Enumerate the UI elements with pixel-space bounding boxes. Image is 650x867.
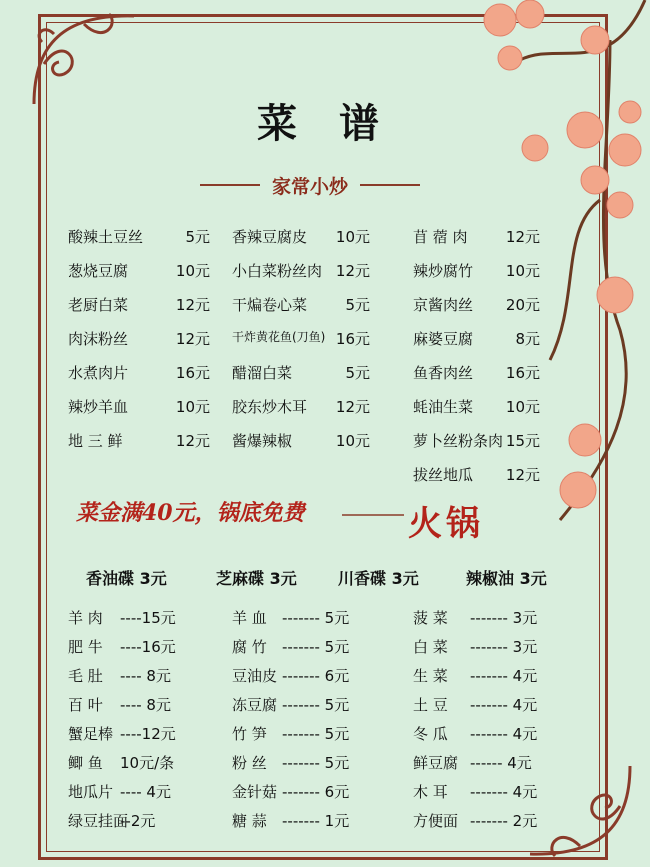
stirfry-item-name: 地 三 鲜 [68, 432, 123, 450]
stirfry-item-name: 胶东炒木耳 [232, 398, 308, 416]
hotpot-item-price: ------- 4元 [470, 725, 538, 743]
hotpot-item-price: ------ 4元 [470, 754, 532, 772]
hotpot-item-price: ---- 4元 [120, 783, 171, 801]
stirfry-item-price: 5元 [345, 364, 370, 382]
hotpot-item-price: ------- 5元 [282, 638, 350, 656]
hotpot-item-price: ----12元 [120, 725, 176, 743]
stirfry-item-name: 蚝油生菜 [413, 398, 474, 416]
stirfry-item-price: 5元 [345, 296, 370, 314]
stirfry-item-name: 麻婆豆腐 [413, 330, 474, 348]
hotpot-item-price: ---- 8元 [120, 696, 171, 714]
hotpot-item-name: 金针菇 [232, 783, 278, 801]
stirfry-item-price: 12元 [175, 330, 210, 348]
promo-text: 菜金满40元，锅底免费 [76, 500, 305, 526]
stirfry-item-price: 12元 [335, 262, 370, 280]
stirfry-item-price: 20元 [505, 296, 540, 314]
stirfry-item-price: 12元 [335, 398, 370, 416]
hotpot-item-price: --2元 [120, 812, 156, 830]
hotpot-item-price: ------- 2元 [470, 812, 538, 830]
stirfry-item-price: 16元 [335, 330, 370, 348]
hotpot-item-price: ----15元 [120, 609, 176, 627]
hotpot-item-name: 糖 蒜 [232, 812, 267, 830]
hotpot-item-price: ----16元 [120, 638, 176, 656]
stirfry-item-price: 15元 [505, 432, 540, 450]
section-stirfry-title [200, 172, 420, 199]
stirfry-item-name: 京酱肉丝 [413, 296, 474, 314]
stirfry-item-price: 10元 [505, 262, 540, 280]
stirfry-item-price: 10元 [335, 432, 370, 450]
stirfry-item-name: 拔丝地瓜 [413, 466, 474, 484]
hotpot-item-name: 毛 肚 [68, 667, 103, 685]
stirfry-item-price: 10元 [175, 262, 210, 280]
stirfry-item-price: 16元 [505, 364, 540, 382]
sauce-item: 芝麻碟 3元 [216, 569, 297, 588]
hotpot-item-name: 鲫 鱼 [68, 754, 103, 772]
stirfry-item-price: 10元 [175, 398, 210, 416]
stirfry-item-price: 5元 [185, 228, 210, 246]
stirfry-item-price: 12元 [505, 466, 540, 484]
stirfry-item-name: 苜 蓿 肉 [413, 228, 468, 246]
hotpot-item-price: ---- 8元 [120, 667, 171, 685]
hotpot-item-price: ------- 3元 [470, 609, 538, 627]
sauce-item: 香油碟 3元 [86, 569, 167, 588]
hotpot-item-price: 10元/条 [120, 754, 175, 772]
hotpot-item-name: 生 菜 [413, 667, 448, 685]
stirfry-item-name: 小白菜粉丝肉 [232, 262, 323, 280]
hotpot-item-name: 肥 牛 [68, 638, 103, 656]
stirfry-item-price: 12元 [505, 228, 540, 246]
hotpot-item-price: ------- 6元 [282, 667, 350, 685]
hotpot-item-name: 绿豆挂面 [68, 812, 129, 830]
hotpot-item-price: ------- 4元 [470, 667, 538, 685]
hotpot-item-price: ------- 4元 [470, 783, 538, 801]
stirfry-item-name: 老厨白菜 [68, 296, 129, 314]
stirfry-item-price: 8元 [515, 330, 540, 348]
stirfry-item-price: 10元 [335, 228, 370, 246]
hotpot-item-name: 百 叶 [68, 696, 103, 714]
stirfry-item-price: 12元 [175, 432, 210, 450]
hotpot-item-name: 羊 血 [232, 609, 267, 627]
sauce-item: 辣椒油 3元 [466, 569, 547, 588]
hotpot-item-name: 豆油皮 [232, 667, 278, 685]
stirfry-item-name: 葱烧豆腐 [68, 262, 129, 280]
hotpot-item-name: 地瓜片 [68, 783, 114, 801]
hotpot-item-name: 粉 丝 [232, 754, 267, 772]
stirfry-item-name: 酸辣土豆丝 [68, 228, 144, 246]
hotpot-item-price: ------- 5元 [282, 609, 350, 627]
stirfry-item-price: 16元 [175, 364, 210, 382]
stirfry-item-price: 12元 [175, 296, 210, 314]
stirfry-item-name: 水煮肉片 [68, 364, 129, 382]
hotpot-item-price: ------- 3元 [470, 638, 538, 656]
section-stirfry-label: 家常小炒 [271, 176, 348, 198]
hotpot-item-name: 土 豆 [413, 696, 448, 714]
bottom-right-ornament [520, 756, 640, 866]
hotpot-item-name: 方便面 [413, 812, 459, 830]
hotpot-item-price: ------- 5元 [282, 725, 350, 743]
hotpot-item-name: 菠 菜 [413, 609, 448, 627]
hotpot-item-name: 竹 笋 [232, 725, 267, 743]
hotpot-item-price: ------- 4元 [470, 696, 538, 714]
hotpot-item-price: ------- 6元 [282, 783, 350, 801]
hotpot-item-price: ------- 5元 [282, 754, 350, 772]
stirfry-item-name: 香辣豆腐皮 [232, 228, 308, 246]
hotpot-title: 火锅 [408, 504, 484, 544]
promo-divider [342, 512, 404, 518]
hotpot-item-name: 白 菜 [413, 638, 448, 656]
stirfry-item-name: 酱爆辣椒 [232, 432, 293, 450]
stirfry-item-name: 干煸卷心菜 [232, 296, 308, 314]
hotpot-item-price: ------- 1元 [282, 812, 350, 830]
stirfry-item-name: 干炸黄花鱼(刀鱼) [232, 330, 326, 344]
hotpot-item-name: 木 耳 [413, 783, 448, 801]
stirfry-item-name: 辣炒腐竹 [413, 262, 474, 280]
menu-title: 菜 谱 [257, 100, 393, 147]
stirfry-item-price: 10元 [505, 398, 540, 416]
stirfry-item-name: 鱼香肉丝 [413, 364, 474, 382]
stirfry-item-name: 萝卜丝粉条肉 [413, 432, 504, 450]
hotpot-item-name: 冻豆腐 [232, 696, 278, 714]
hotpot-item-name: 鲜豆腐 [413, 754, 459, 772]
hotpot-item-name: 腐 竹 [232, 638, 267, 656]
stirfry-item-name: 醋溜白菜 [232, 364, 293, 382]
hotpot-item-price: ------- 5元 [282, 696, 350, 714]
hotpot-item-name: 羊 肉 [68, 609, 103, 627]
hotpot-item-name: 冬 瓜 [413, 725, 448, 743]
hotpot-item-name: 蟹足棒 [68, 725, 114, 743]
sauce-item: 川香碟 3元 [338, 569, 419, 588]
stirfry-item-name: 辣炒羊血 [68, 398, 129, 416]
stirfry-item-name: 肉沫粉丝 [68, 330, 129, 348]
